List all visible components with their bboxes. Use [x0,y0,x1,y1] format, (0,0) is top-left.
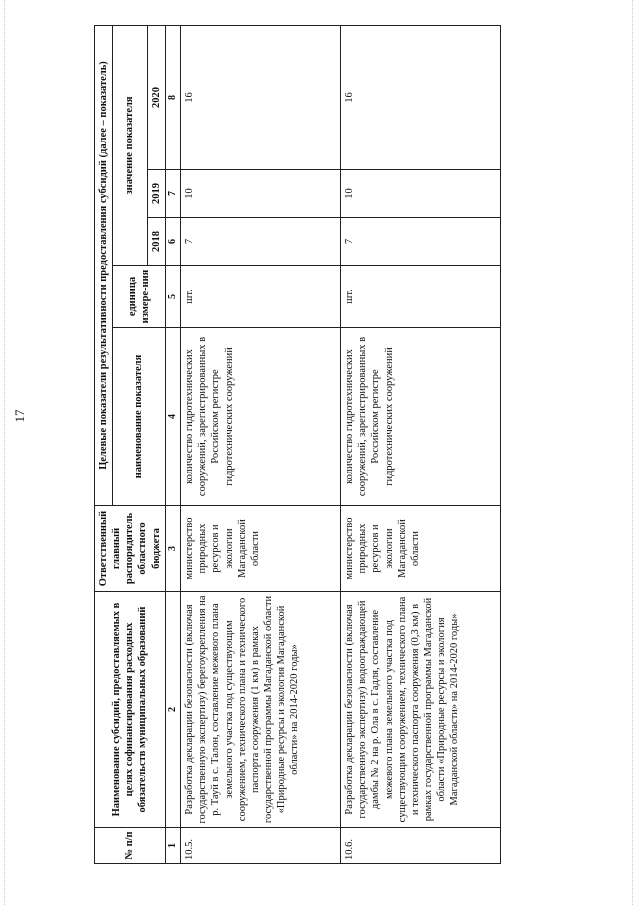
subsidies-table [94,25,501,864]
row-value-2018: 7 [181,218,341,266]
table-row [341,25,501,863]
column-number: 3 [165,506,181,592]
header-row-1 [95,25,113,863]
row-value-2019: 10 [341,170,501,218]
header-unit: единица измере-ния [113,266,166,328]
column-number: 8 [165,25,181,169]
row-unit: шт. [181,266,341,328]
row-manager: министерство природных ресурсов и экологии Магаданской области [181,506,341,592]
row-value-2018: 7 [341,218,501,266]
row-unit: шт. [341,266,501,328]
scan-edge-right [632,0,635,905]
row-value-2020: 16 [181,25,341,169]
row-manager: министерство природных ресурсов и экологии Магаданской области [341,506,501,592]
header-year-2018: 2018 [147,218,165,266]
row-num: 10.6. [341,828,501,864]
header-num: № п/п [95,828,166,864]
header-indicator-name: наименование показателя [113,328,166,506]
column-number: 1 [165,828,181,864]
header-values-group: значение показателя [113,25,147,265]
column-number: 6 [165,218,181,266]
header-manager: Ответственный главный распорядитель областного бюджета [95,506,166,592]
row-name: Разработка декларации безопасности (включая государственную экспертизу) водоограждающей дамбы № 2 на р. Ола в с. Гадля, составление межевого плана земельного участка под существующим сооружением, технического плана и технического паспорта сооружения (0,3 км) в рамках государственной программы Магаданской области «Природные ресурсы и экология Магаданской области» на 2014-2020 годы» [341,592,501,828]
scan-edge-left [4,0,7,905]
row-num: 10.5. [181,828,341,864]
header-year-2020: 2020 [147,25,165,169]
page-number: 17 [12,409,27,423]
rotated-document [94,26,612,864]
row-indicator: количество гидротехнических сооружений, зарегистрированных в Российском регистре гидротехнических сооружений [341,328,501,506]
row-name: Разработка декларации безопасности (включая государственную экспертизу) берегоукрепления на р. Тауй в с. Талон, составление межевого плана земельного участка под существующим сооружением, технического плана и технического паспорта сооружения (1 км) в рамках государственной программы Магаданской области «Природные ресурсы и экология Магаданской области» на 2014-2020 годы» [181,592,341,828]
header-indicators-group: Целевые показатели результативности предоставления субсидий (далее – показатель) [95,25,113,505]
column-number: 4 [165,328,181,506]
row-value-2019: 10 [181,170,341,218]
header-year-2019: 2019 [147,170,165,218]
row-value-2020: 16 [341,25,501,169]
column-number-row [165,25,181,863]
column-number: 5 [165,266,181,328]
table-row [181,25,341,863]
column-number: 2 [165,592,181,828]
column-number: 7 [165,170,181,218]
header-name: Наименование субсидий, предоставляемых в целях софинансирования расходных обязательств муниципальных образований [95,592,166,828]
row-indicator: количество гидротехнических сооружений, зарегистрированных в Российском регистре гидротехнических сооружений [181,328,341,506]
